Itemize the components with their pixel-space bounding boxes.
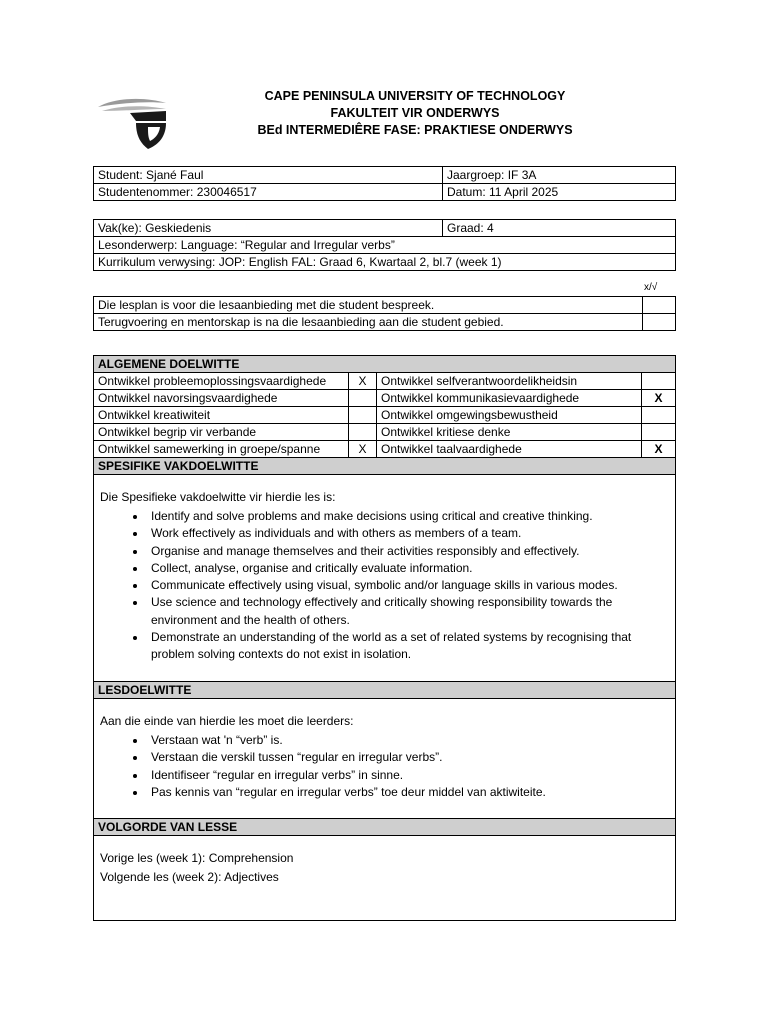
list-item: • Pas kennis van “regular en irregular verbs” toe deur middel van aktiwiteite. [147, 784, 669, 801]
goal-label: Ontwikkel kommunikasievaardighede [377, 390, 642, 407]
goal-mark [642, 424, 676, 441]
lesson-topic: Lesonderwerp: Language: “Regular and Irregular verbs” [94, 237, 676, 254]
previous-lesson: Vorige les (week 1): Comprehension [100, 851, 294, 865]
checklist-item: Terugvoering en mentorskap is na die lesaanbieding aan die student gebied. [94, 314, 643, 331]
checklist-mark[interactable] [643, 314, 676, 331]
lesson-sequence-box [94, 836, 676, 921]
jaargroep: Jaargroep: IF 3A [443, 167, 676, 184]
header-faculty: FAKULTEIT VIR ONDERWYS [330, 106, 500, 120]
specific-list [100, 508, 669, 664]
list-item: • Organise and manage themselves and their activities responsibly and effectively. [147, 543, 669, 560]
goal-label: Ontwikkel kreatiwiteit [94, 407, 349, 424]
list-item: • Demonstrate an understanding of the world as a set of related systems by recognising that problem solving contexts do not exist in isolation. [147, 629, 669, 664]
table-row [94, 373, 676, 390]
curriculum-reference: Kurrikulum verwysing: JOP: English FAL: Graad 6, Kwartaal 2, bl.7 (week 1) [94, 254, 676, 271]
goal-label: Ontwikkel probleemoplossingsvaardighede [94, 373, 349, 390]
section-title-algemene: ALGEMENE DOELWITTE [94, 356, 676, 373]
goal-mark: X [349, 373, 377, 390]
specific-intro: Die Spesifieke vakdoelwitte vir hierdie les is: [100, 490, 336, 504]
goal-mark [642, 373, 676, 390]
table-row [94, 407, 676, 424]
header-program: BEd INTERMEDIÊRE FASE: PRAKTIESE ONDERWYS [257, 123, 573, 137]
list-item: • Identify and solve problems and make decisions using critical and creative thinking. [147, 508, 669, 525]
lesson-info-table [93, 219, 676, 271]
checklist-item: Die lesplan is voor die lesaanbieding met die student bespreek. [94, 297, 643, 314]
section-title-lesdoelwitte: LESDOELWITTE [94, 682, 676, 699]
list-item: • Work effectively as individuals and with others as members of a team. [147, 525, 669, 542]
lesson-objectives-box [94, 699, 676, 819]
grade: Graad: 4 [443, 220, 676, 237]
checklist-header: x/√ [644, 282, 658, 293]
objectives-table [93, 355, 676, 921]
goal-label: Ontwikkel samewerking in groepe/spanne [94, 441, 349, 458]
list-item: • Collect, analyse, organise and critically evaluate information. [147, 560, 669, 577]
header-university: CAPE PENINSULA UNIVERSITY OF TECHNOLOGY [264, 89, 566, 103]
date: Datum: 11 April 2025 [443, 184, 676, 201]
goal-label: Ontwikkel navorsingsvaardighede [94, 390, 349, 407]
goal-label: Ontwikkel taalvaardighede [377, 441, 642, 458]
table-row [94, 390, 676, 407]
list-item: • Verstaan wat 'n “verb” is. [147, 732, 669, 749]
lesson-intro: Aan die einde van hierdie les moet die leerders: [100, 714, 354, 728]
list-item: • Communicate effectively using visual, symbolic and/or language skills in various modes. [147, 577, 669, 594]
document-header [180, 88, 650, 139]
checklist-table [93, 296, 676, 331]
university-logo [96, 97, 168, 149]
goal-mark: X [642, 390, 676, 407]
goal-label: Ontwikkel begrip vir verbande [94, 424, 349, 441]
table-row [94, 441, 676, 458]
list-item: • Verstaan die verskil tussen “regular en irregular verbs”. [147, 749, 669, 766]
goal-label: Ontwikkel kritiese denke [377, 424, 642, 441]
goal-label: Ontwikkel selfverantwoordelikheidsin [377, 373, 642, 390]
goal-mark [642, 407, 676, 424]
goal-mark: X [349, 441, 377, 458]
list-item: • Use science and technology effectively and critically showing responsibility towards the environment and the health of others. [147, 594, 669, 629]
student-info-table [93, 166, 676, 201]
table-row [94, 424, 676, 441]
lesson-list [100, 732, 669, 801]
list-item: • Identifiseer “regular en irregular verbs” in sinne. [147, 767, 669, 784]
goal-mark [349, 407, 377, 424]
goal-label: Ontwikkel omgewingsbewustheid [377, 407, 642, 424]
specific-objectives-box [94, 475, 676, 682]
checklist-mark[interactable] [643, 297, 676, 314]
goal-mark [349, 424, 377, 441]
goal-mark: X [642, 441, 676, 458]
student-name: Student: Sjané Faul [94, 167, 443, 184]
subject: Vak(ke): Geskiedenis [94, 220, 443, 237]
section-title-volgorde: VOLGORDE VAN LESSE [94, 819, 676, 836]
student-number: Studentenommer: 230046517 [94, 184, 443, 201]
goal-mark [349, 390, 377, 407]
next-lesson: Volgende les (week 2): Adjectives [100, 870, 279, 884]
section-title-spesifieke: SPESIFIKE VAKDOELWITTE [94, 458, 676, 475]
